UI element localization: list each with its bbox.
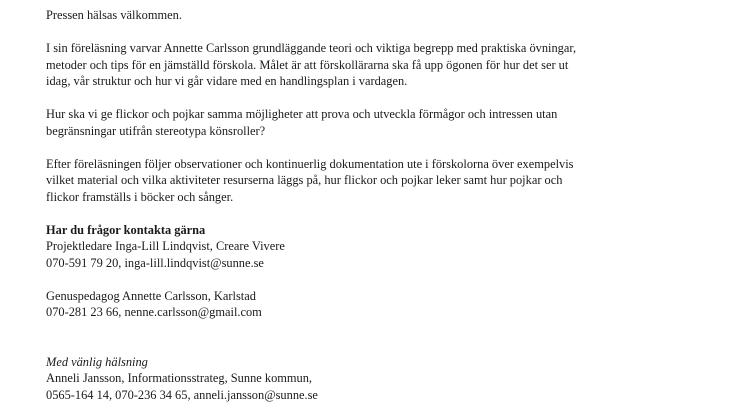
text-line: I sin föreläsning varvar Annette Carlsson grundläggande teori och viktiga begrepp med praktiska övningar, (46, 41, 577, 55)
press-release-body (46, 7, 686, 403)
greeting: Pressen hälsas välkommen. (46, 8, 182, 22)
paragraph-lecture (46, 40, 686, 90)
paragraph-observations (46, 156, 686, 206)
contact-person-2-details: 070-281 23 66, nenne.carlsson@gmail.com (46, 305, 262, 319)
text-line: flickor framställs i böcker och sånger. (46, 189, 234, 204)
contact-heading: Har du frågor kontakta gärna (46, 222, 206, 237)
contact-section (46, 222, 686, 321)
contact-person-1-details: 070-591 79 20, inga-lill.lindqvist@sunne.se (46, 255, 264, 270)
text-line: Efter föreläsningen följer observationer och kontinuerlig dokumentation ute i förskolorna över exempelvis (46, 156, 574, 171)
contact-person-1-name: Projektledare Inga-Lill Lindqvist, Creare Vivere (46, 239, 285, 253)
text-line: metoder och tips för en jämställd förskola. Målet är att förskollärarna ska få upp ögonen för hur det ser ut (46, 57, 569, 72)
contact-person-2-name: Genuspedagog Annette Carlsson, Karlstad (46, 288, 256, 303)
text-line: vilket material och vilka aktiviteter resurserna läggs på, hur flickor och pojkar leker samt hur pojkar och (46, 173, 563, 187)
paragraph-question (46, 106, 686, 139)
text-line: Hur ska vi ge flickor och pojkar samma möjligheter att prova och utveckla förmågor och intressen utan (46, 107, 558, 121)
signoff-name: Anneli Jansson, Informationsstrateg, Sunne kommun, (46, 371, 313, 385)
signoff-section (46, 354, 686, 404)
signoff-contact: 0565-164 14, 070-236 34 65, anneli.jansson@sunne.se (46, 387, 318, 402)
text-line: idag, vår struktur och hur vi går vidare med en handlingsplan i vardagen. (46, 74, 408, 88)
signoff-closing: Med vänlig hälsning (46, 354, 148, 369)
text-line: begränsningar utifrån stereotypa könsroller? (46, 123, 266, 138)
